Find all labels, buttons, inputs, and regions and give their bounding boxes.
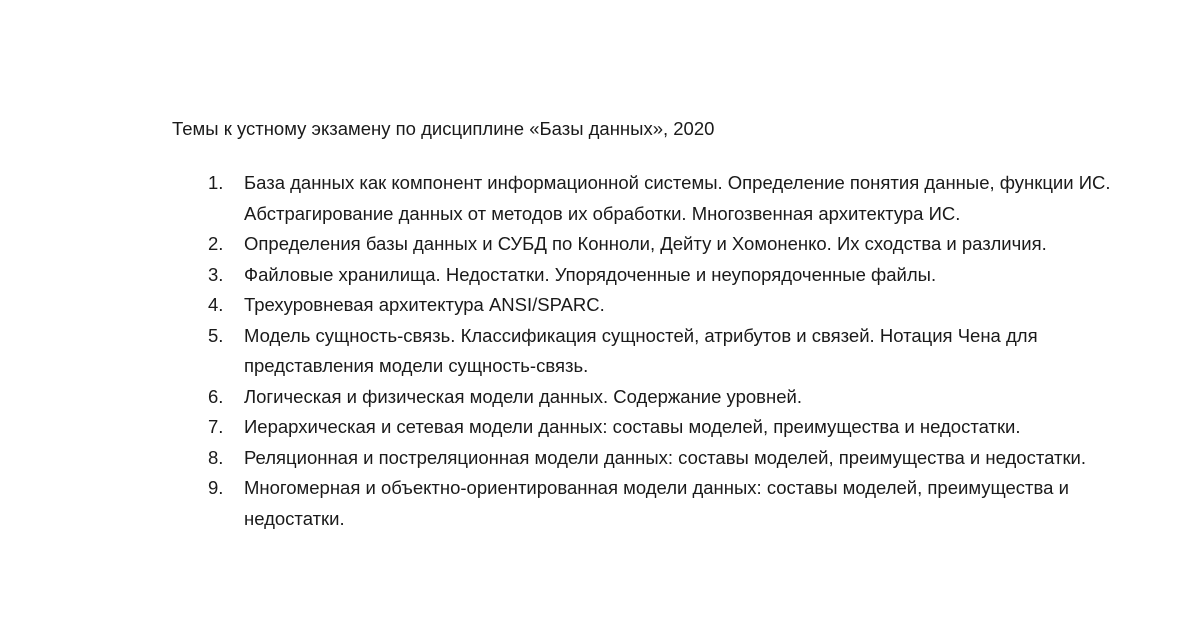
list-item-number: 1. [208, 172, 224, 193]
list-item-number: 4. [208, 294, 224, 315]
list-item [0, 412, 1124, 443]
list-item-text: Многомерная и объектно-ориентированная модели данных: составы моделей, преимущества и недостатки. [244, 477, 1069, 529]
list-item-text: Иерархическая и сетевая модели данных: составы моделей, преимущества и недостатки. [244, 416, 1021, 437]
list-item-text: Трехуровневая архитектура ANSI/SPARC. [244, 294, 605, 315]
list-item-text: База данных как компонент информационной системы. Определение понятия данные, функции ИС. Абстрагирование данных от методов их обработки. Многозвенная архитектура ИС. [244, 172, 1111, 224]
list-item-number: 7. [208, 416, 224, 437]
list-item-text: Определения базы данных и СУБД по Конноли, Дейту и Хомоненко. Их сходства и различия. [244, 233, 1047, 254]
list-item [0, 168, 1124, 229]
list-item [0, 321, 1124, 382]
list-item-number: 9. [208, 477, 224, 498]
list-item-number: 8. [208, 446, 224, 468]
list-item-text: Модель сущность-связь. Классификация сущностей, атрибутов и связей. Нотация Чена для представления модели сущность-связь. [244, 324, 1038, 376]
list-item [0, 260, 1124, 291]
document-title: Темы к устному экзамену по дисциплине «Базы данных», 2020 [172, 118, 715, 139]
list-item-text: Реляционная и постреляционная модели данных: составы моделей, преимущества и недостатки. [244, 446, 1087, 468]
topic-list [0, 168, 1124, 534]
list-item [0, 443, 1124, 474]
list-item [0, 290, 1124, 321]
list-item-number: 5. [208, 324, 224, 346]
list-item [0, 382, 1124, 413]
list-item-number: 3. [208, 263, 224, 285]
list-item-text: Файловые хранилища. Недостатки. Упорядоченные и неупорядоченные файлы. [244, 263, 937, 285]
list-item [0, 229, 1124, 260]
list-item-number: 6. [208, 385, 224, 407]
list-item-number: 2. [208, 233, 224, 254]
list-item [0, 473, 1124, 534]
list-item-text: Логическая и физическая модели данных. Содержание уровней. [244, 385, 802, 407]
